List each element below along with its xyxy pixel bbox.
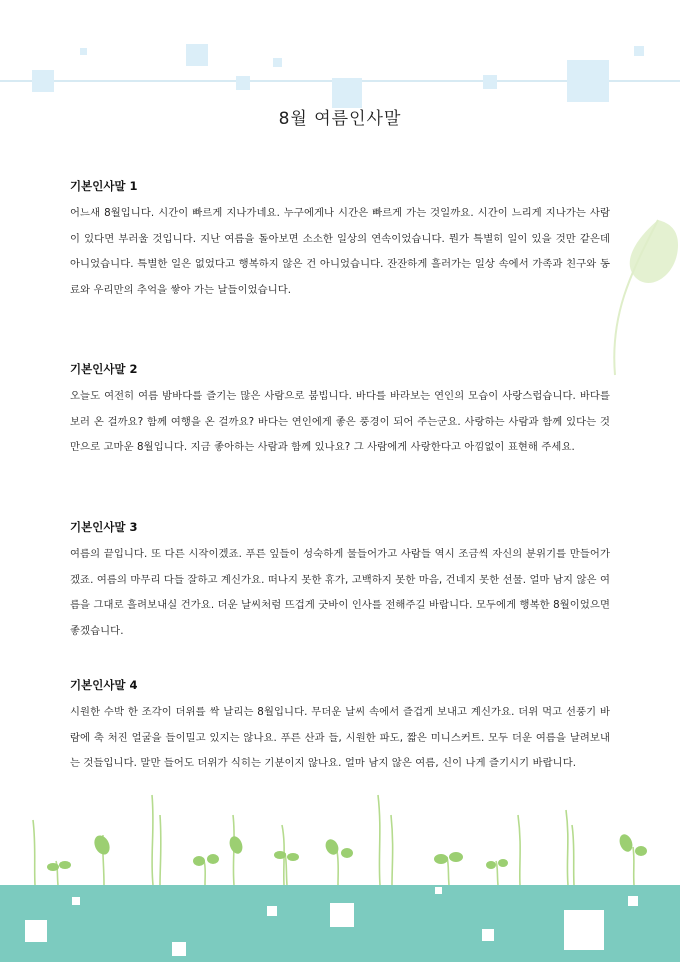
decor-square [80, 48, 87, 55]
decor-square [186, 44, 208, 66]
section-body: 오늘도 여전히 여름 밤바다를 즐기는 많은 사람으로 붐빕니다. 바다를 바라보는 연인의 모습이 사랑스럽습니다. 바다를 보러 온 걸까요? 함께 여행을 온 걸까요? 바다는 연인에게 좋은 풍경이 되어 주는군요. 사랑하는 사람과 함께 있다는 것만으로 고마운 8월입니다. 지금 좋아하는 사람과 함께 있나요? 그 사람에게 사랑한다고 아낌없이 표현해 주세요. [70, 390, 610, 454]
decor-square [628, 896, 638, 906]
section-body: 어느새 8월입니다. 시간이 빠르게 지나가네요. 누구에게나 시간은 빠르게 가는 것일까요. 시간이 느리게 지나가는 사람이 있다면 부러울 것입니다. 지난 여름을 돌아보면 소소한 일상의 연속이었습니다. 뭔가 특별히 일이 있을 것만 같은데 아니었습니다. 특별한 일은 없었다고 행복하지 않은 건 아니었습니다. 잔잔하게 흘러가는 일상 속에서 가족과 친구와 동료와 우리만의 추억을 쌓아 가는 날들이었습니다. [70, 207, 610, 296]
decor-square [634, 46, 644, 56]
section-heading: 기본인사말 3 [70, 520, 138, 534]
decor-square [483, 75, 497, 89]
decor-square [172, 942, 186, 956]
sprouts-decoration [0, 785, 680, 895]
decor-square [482, 929, 494, 941]
decor-square [330, 903, 354, 927]
decor-square [564, 910, 604, 950]
decor-square [267, 906, 277, 916]
greeting-section-1 [70, 178, 610, 303]
decor-square [236, 76, 250, 90]
greeting-section-4 [70, 677, 610, 777]
decor-square [435, 887, 442, 894]
greeting-section-2 [70, 361, 610, 461]
decor-square [25, 920, 47, 942]
section-heading: 기본인사말 2 [70, 362, 138, 376]
section-body: 여름의 끝입니다. 또 다른 시작이겠죠. 푸른 잎들이 성숙하게 물들어가고 사람들 역시 조금씩 자신의 분위기를 만들어가겠죠. 여름의 마무리 다들 잘하고 계신가요. 떠나지 못한 휴가, 고백하지 못한 마음, 건네지 못한 선물. 얼마 남지 않은 여름을 그대로 흘려보내실 건가요. 더운 날씨처럼 뜨겁게 굿바이 인사를 전해주길 바랍니다. 모두에게 행복한 8월이었으면 좋겠습니다. [70, 548, 610, 637]
section-heading: 기본인사말 1 [70, 179, 138, 193]
decor-square [567, 60, 609, 102]
section-heading: 기본인사말 4 [70, 678, 138, 692]
decor-square [72, 897, 80, 905]
section-body: 시원한 수박 한 조각이 더위를 싹 날리는 8월입니다. 무더운 날씨 속에서 즐겁게 보내고 계신가요. 더위 먹고 선풍기 바람에 축 처진 얼굴을 들이밀고 있지는 않나요. 푸른 산과 들, 시원한 파도, 짧은 미니스커트. 모두 더운 여름을 날려보내는 것들입니다. 말만 들어도 더위가 식히는 기분이지 않나요. 얼마 남지 않은 여름, 신이 나게 즐기시기 바랍니다. [70, 706, 610, 770]
decor-square [273, 58, 282, 67]
page-title: 8월 여름인사말 [278, 109, 402, 129]
decor-square [32, 70, 54, 92]
greeting-section-3 [70, 519, 610, 644]
